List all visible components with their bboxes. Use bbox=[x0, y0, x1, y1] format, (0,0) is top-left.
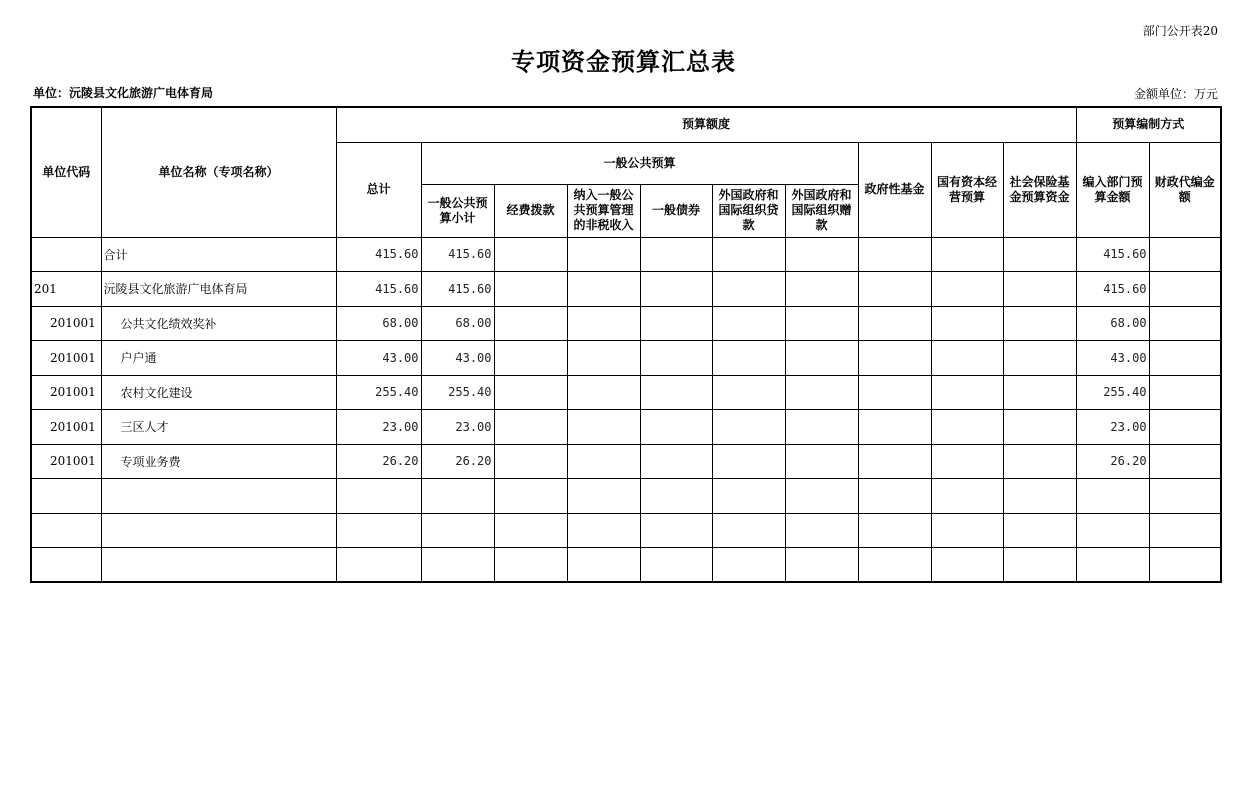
cell-appropriation bbox=[494, 272, 567, 307]
cell-unit-name: 合计 bbox=[101, 237, 336, 272]
cell-foreign-loans bbox=[712, 306, 785, 341]
col-unit-code: 单位代码 bbox=[31, 107, 101, 237]
empty-cell bbox=[640, 548, 712, 583]
cell-dept-budget-amount: 415.60 bbox=[1076, 237, 1149, 272]
empty-cell bbox=[31, 548, 101, 583]
cell-dept-budget-amount: 68.00 bbox=[1076, 306, 1149, 341]
cell-foreign-grants bbox=[785, 272, 858, 307]
cell-appropriation bbox=[494, 410, 567, 445]
cell-dept-budget-amount: 43.00 bbox=[1076, 341, 1149, 376]
cell-unit-code: 201001 bbox=[31, 375, 101, 410]
empty-cell bbox=[785, 548, 858, 583]
cell-gpb-subtotal: 23.00 bbox=[421, 410, 494, 445]
cell-foreign-loans bbox=[712, 410, 785, 445]
empty-cell bbox=[567, 548, 640, 583]
cell-government-fund bbox=[858, 410, 931, 445]
cell-gpb-subtotal: 415.60 bbox=[421, 272, 494, 307]
cell-government-fund bbox=[858, 272, 931, 307]
cell-general-bonds bbox=[640, 410, 712, 445]
empty-cell bbox=[494, 548, 567, 583]
cell-government-fund bbox=[858, 341, 931, 376]
empty-cell bbox=[101, 513, 336, 548]
empty-cell bbox=[336, 513, 421, 548]
empty-cell bbox=[785, 479, 858, 514]
col-appropriation: 经费拨款 bbox=[494, 184, 567, 237]
empty-cell bbox=[494, 513, 567, 548]
col-finance-amount: 财政代编金额 bbox=[1149, 142, 1221, 237]
cell-total: 23.00 bbox=[336, 410, 421, 445]
empty-cell bbox=[1149, 548, 1221, 583]
cell-social-insurance bbox=[1003, 410, 1076, 445]
cell-social-insurance bbox=[1003, 341, 1076, 376]
cell-social-insurance bbox=[1003, 444, 1076, 479]
table-row-empty bbox=[31, 548, 1221, 583]
page-title: 专项资金预算汇总表 bbox=[511, 48, 736, 76]
col-government-fund: 政府性基金 bbox=[858, 142, 931, 237]
cell-foreign-grants bbox=[785, 306, 858, 341]
col-total: 总计 bbox=[336, 142, 421, 237]
cell-state-capital bbox=[931, 237, 1003, 272]
empty-cell bbox=[421, 548, 494, 583]
cell-finance-amount bbox=[1149, 444, 1221, 479]
cell-state-capital bbox=[931, 272, 1003, 307]
empty-cell bbox=[640, 513, 712, 548]
cell-non-tax-income bbox=[567, 410, 640, 445]
table-row-empty bbox=[31, 513, 1221, 548]
empty-cell bbox=[931, 513, 1003, 548]
empty-cell bbox=[1076, 513, 1149, 548]
cell-general-bonds bbox=[640, 341, 712, 376]
cell-gpb-subtotal: 43.00 bbox=[421, 341, 494, 376]
table-row bbox=[31, 237, 1221, 272]
cell-social-insurance bbox=[1003, 237, 1076, 272]
col-foreign-grants: 外国政府和国际组织赠款 bbox=[785, 184, 858, 237]
empty-cell bbox=[31, 513, 101, 548]
empty-cell bbox=[1003, 479, 1076, 514]
cell-gpb-subtotal: 415.60 bbox=[421, 237, 494, 272]
cell-foreign-grants bbox=[785, 410, 858, 445]
cell-dept-budget-amount: 23.00 bbox=[1076, 410, 1149, 445]
cell-foreign-loans bbox=[712, 237, 785, 272]
cell-total: 415.60 bbox=[336, 272, 421, 307]
cell-total: 68.00 bbox=[336, 306, 421, 341]
cell-finance-amount bbox=[1149, 237, 1221, 272]
cell-foreign-loans bbox=[712, 272, 785, 307]
cell-finance-amount bbox=[1149, 306, 1221, 341]
empty-cell bbox=[336, 479, 421, 514]
cell-dept-budget-amount: 255.40 bbox=[1076, 375, 1149, 410]
table-row bbox=[31, 444, 1221, 479]
col-unit-name: 单位名称（专项名称） bbox=[101, 107, 336, 237]
unit-label: 单位：沅陵县文化旅游广电体育局 bbox=[33, 86, 214, 100]
cell-general-bonds bbox=[640, 444, 712, 479]
empty-cell bbox=[336, 548, 421, 583]
cell-appropriation bbox=[494, 341, 567, 376]
cell-social-insurance bbox=[1003, 272, 1076, 307]
empty-cell bbox=[1076, 548, 1149, 583]
cell-state-capital bbox=[931, 375, 1003, 410]
cell-total: 26.20 bbox=[336, 444, 421, 479]
cell-appropriation bbox=[494, 306, 567, 341]
cell-gpb-subtotal: 255.40 bbox=[421, 375, 494, 410]
empty-cell bbox=[931, 479, 1003, 514]
cell-government-fund bbox=[858, 306, 931, 341]
empty-cell bbox=[858, 548, 931, 583]
cell-gpb-subtotal: 68.00 bbox=[421, 306, 494, 341]
col-non-tax-income: 纳入一般公共预算管理的非税收入 bbox=[567, 184, 640, 237]
cell-appropriation bbox=[494, 237, 567, 272]
cell-unit-name: 农村文化建设 bbox=[101, 375, 336, 410]
cell-unit-name: 沅陵县文化旅游广电体育局 bbox=[101, 272, 336, 307]
empty-cell bbox=[785, 513, 858, 548]
empty-cell bbox=[1149, 513, 1221, 548]
cell-finance-amount bbox=[1149, 410, 1221, 445]
empty-cell bbox=[640, 479, 712, 514]
cell-finance-amount bbox=[1149, 375, 1221, 410]
cell-government-fund bbox=[858, 444, 931, 479]
cell-non-tax-income bbox=[567, 444, 640, 479]
table-row bbox=[31, 375, 1221, 410]
col-state-capital: 国有资本经营预算 bbox=[931, 142, 1003, 237]
empty-cell bbox=[712, 479, 785, 514]
cell-non-tax-income bbox=[567, 375, 640, 410]
empty-cell bbox=[712, 513, 785, 548]
table-row bbox=[31, 306, 1221, 341]
col-budget-quota: 预算额度 bbox=[336, 107, 1076, 142]
cell-finance-amount bbox=[1149, 272, 1221, 307]
cell-foreign-grants bbox=[785, 375, 858, 410]
cell-foreign-grants bbox=[785, 341, 858, 376]
cell-non-tax-income bbox=[567, 341, 640, 376]
col-preparation-method: 预算编制方式 bbox=[1076, 107, 1221, 142]
cell-unit-name: 三区人才 bbox=[101, 410, 336, 445]
empty-cell bbox=[567, 479, 640, 514]
cell-dept-budget-amount: 26.20 bbox=[1076, 444, 1149, 479]
cell-foreign-grants bbox=[785, 237, 858, 272]
cell-foreign-grants bbox=[785, 444, 858, 479]
cell-unit-code: 201001 bbox=[31, 341, 101, 376]
cell-unit-code: 201001 bbox=[31, 306, 101, 341]
empty-cell bbox=[1149, 479, 1221, 514]
cell-gpb-subtotal: 26.20 bbox=[421, 444, 494, 479]
empty-cell bbox=[101, 548, 336, 583]
empty-cell bbox=[858, 513, 931, 548]
budget-table bbox=[30, 106, 1222, 583]
table-row bbox=[31, 341, 1221, 376]
cell-foreign-loans bbox=[712, 341, 785, 376]
cell-social-insurance bbox=[1003, 306, 1076, 341]
empty-cell bbox=[421, 513, 494, 548]
cell-total: 415.60 bbox=[336, 237, 421, 272]
cell-dept-budget-amount: 415.60 bbox=[1076, 272, 1149, 307]
cell-general-bonds bbox=[640, 375, 712, 410]
cell-appropriation bbox=[494, 375, 567, 410]
empty-cell bbox=[31, 479, 101, 514]
table-row-empty bbox=[31, 479, 1221, 514]
empty-cell bbox=[567, 513, 640, 548]
cell-general-bonds bbox=[640, 272, 712, 307]
cell-unit-name: 户户通 bbox=[101, 341, 336, 376]
col-general-bonds: 一般债券 bbox=[640, 184, 712, 237]
cell-government-fund bbox=[858, 237, 931, 272]
col-dept-budget-amount: 编入部门预算金额 bbox=[1076, 142, 1149, 237]
cell-finance-amount bbox=[1149, 341, 1221, 376]
cell-non-tax-income bbox=[567, 306, 640, 341]
amount-unit-label: 金额单位：万元 bbox=[1133, 87, 1218, 101]
empty-cell bbox=[1076, 479, 1149, 514]
cell-non-tax-income bbox=[567, 237, 640, 272]
cell-unit-code bbox=[31, 237, 101, 272]
cell-state-capital bbox=[931, 306, 1003, 341]
cell-state-capital bbox=[931, 410, 1003, 445]
cell-general-bonds bbox=[640, 237, 712, 272]
cell-foreign-loans bbox=[712, 444, 785, 479]
cell-unit-name: 专项业务费 bbox=[101, 444, 336, 479]
col-foreign-loans: 外国政府和国际组织贷款 bbox=[712, 184, 785, 237]
empty-cell bbox=[494, 479, 567, 514]
cell-total: 255.40 bbox=[336, 375, 421, 410]
cell-government-fund bbox=[858, 375, 931, 410]
cell-unit-code: 201 bbox=[31, 272, 101, 307]
cell-foreign-loans bbox=[712, 375, 785, 410]
table-row bbox=[31, 410, 1221, 445]
empty-cell bbox=[1003, 548, 1076, 583]
col-general-public-budget: 一般公共预算 bbox=[421, 142, 858, 184]
cell-non-tax-income bbox=[567, 272, 640, 307]
cell-unit-code: 201001 bbox=[31, 444, 101, 479]
table-row bbox=[31, 272, 1221, 307]
empty-cell bbox=[1003, 513, 1076, 548]
cell-unit-name: 公共文化绩效奖补 bbox=[101, 306, 336, 341]
empty-cell bbox=[931, 548, 1003, 583]
empty-cell bbox=[712, 548, 785, 583]
cell-state-capital bbox=[931, 444, 1003, 479]
table-number: 部门公开表20 bbox=[1142, 24, 1218, 38]
cell-state-capital bbox=[931, 341, 1003, 376]
cell-social-insurance bbox=[1003, 375, 1076, 410]
col-gpb-subtotal: 一般公共预算小计 bbox=[421, 184, 494, 237]
cell-unit-code: 201001 bbox=[31, 410, 101, 445]
cell-general-bonds bbox=[640, 306, 712, 341]
cell-appropriation bbox=[494, 444, 567, 479]
cell-total: 43.00 bbox=[336, 341, 421, 376]
empty-cell bbox=[858, 479, 931, 514]
empty-cell bbox=[101, 479, 336, 514]
empty-cell bbox=[421, 479, 494, 514]
col-social-insurance: 社会保险基金预算资金 bbox=[1003, 142, 1076, 237]
